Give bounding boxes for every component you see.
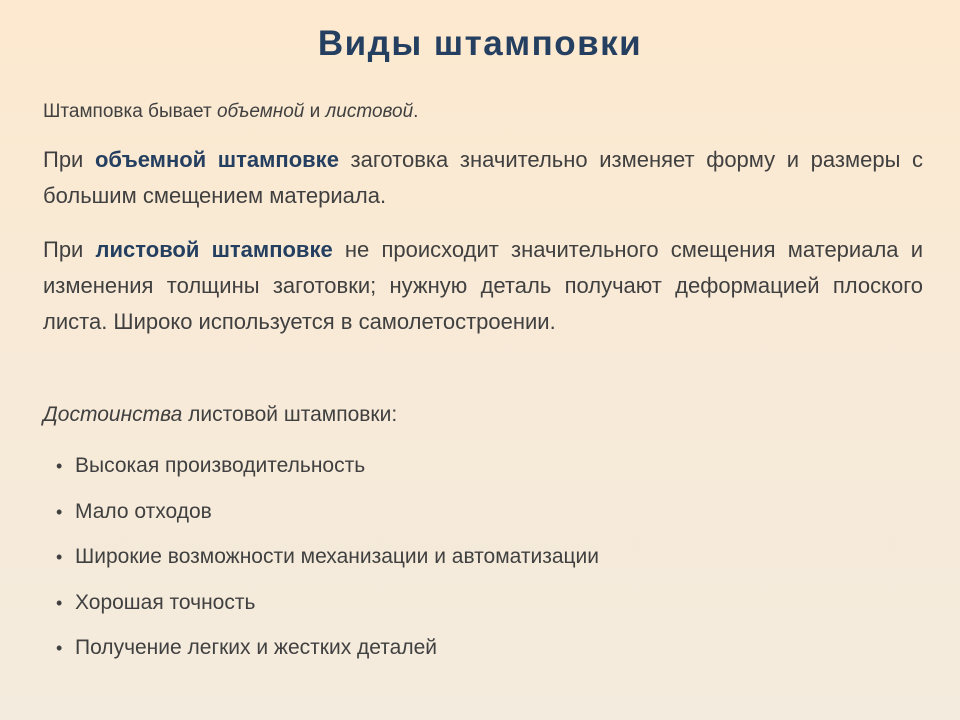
advantages-heading — [43, 400, 923, 430]
list-item — [56, 497, 599, 543]
bullet-icon: • — [56, 501, 63, 522]
slide-title: Виды штамповки — [317, 24, 643, 63]
paragraph-sheet-stamping — [43, 232, 923, 340]
intro-text-2: и — [304, 101, 326, 122]
list-item-text: Широкие возможности механизации и автоматизации — [75, 545, 600, 568]
list-item-text: Хорошая точность — [75, 590, 256, 614]
list-item — [56, 588, 599, 634]
list-item — [56, 542, 599, 588]
intro-text-1: Штамповка бывает — [43, 101, 217, 122]
advantages-text: листовой штамповки: — [182, 403, 398, 426]
list-item — [56, 451, 599, 497]
list-item-text: Получение легких и жестких деталей — [75, 636, 437, 659]
list-item-text: Высокая производительность — [75, 454, 366, 477]
intro-term-sheet: листовой — [325, 101, 414, 122]
intro-paragraph — [43, 98, 923, 126]
para1-term: объемной штамповке — [94, 147, 339, 172]
intro-text-3: . — [413, 101, 419, 122]
intro-term-volumetric: объемной — [216, 101, 305, 122]
para1-text: заготовка значительно изменяет форму и размеры с большим смещением материала. — [43, 147, 923, 208]
para2-text: не происходит значительного смещения материала и изменения толщины заготовки; нужную деталь получают деформацией плоского листа. Широко используется в самолетостроении. — [43, 237, 923, 334]
bullet-icon: • — [56, 547, 63, 567]
para1-prefix: При — [43, 147, 95, 172]
list-item-text: Мало отходов — [75, 499, 212, 523]
bullet-icon: • — [56, 456, 63, 476]
advantages-list — [56, 451, 599, 679]
para2-prefix: При — [43, 237, 96, 262]
para2-term: листовой штамповке — [95, 237, 333, 262]
list-item — [56, 633, 599, 679]
advantages-term: Достоинства — [43, 403, 183, 426]
bullet-icon: • — [56, 592, 63, 613]
bullet-icon: • — [56, 638, 63, 658]
paragraph-volumetric-stamping — [43, 142, 923, 214]
